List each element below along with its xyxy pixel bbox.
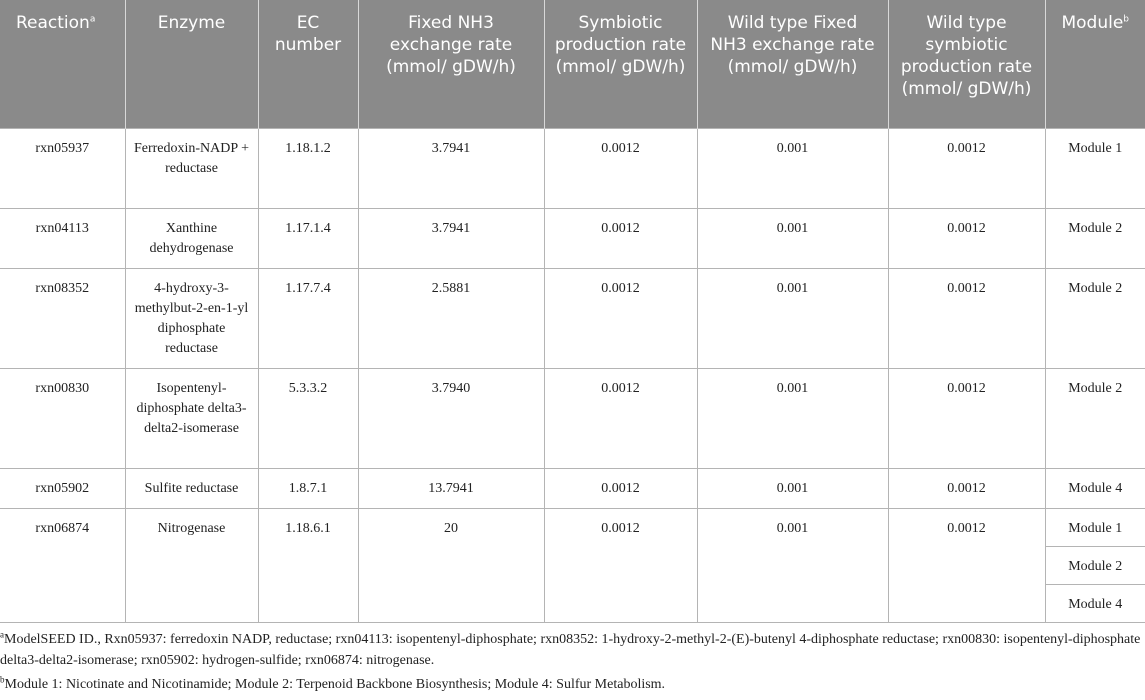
header-row: [0, 0, 1145, 128]
cell-enzyme: Nitrogenase: [125, 508, 258, 622]
cell-symbiotic: 0.0012: [544, 128, 697, 208]
cell-fixed: 13.7941: [358, 468, 544, 508]
cell-ec: 5.3.3.2: [258, 368, 358, 468]
cell-module: Module 2: [1045, 368, 1145, 468]
cell-reaction: rxn00830: [0, 368, 125, 468]
cell-module: Module 2: [1045, 208, 1145, 268]
cell-module: Module 1: [1045, 508, 1145, 546]
cell-symbiotic: 0.0012: [544, 268, 697, 368]
cell-reaction: rxn08352: [0, 268, 125, 368]
cell-symbiotic: 0.0012: [544, 208, 697, 268]
cell-enzyme: 4-hydroxy-3-methylbut-2-en-1-yl diphosphate reductase: [125, 268, 258, 368]
cell-module: Module 4: [1045, 468, 1145, 508]
cell-fixed: 20: [358, 508, 544, 622]
cell-reaction: rxn05937: [0, 128, 125, 208]
cell-reaction: rxn05902: [0, 468, 125, 508]
footnote-b: $^b$Module 1: Nicotinate and Nicotinamide; Module 2: Terpenoid Backbone Biosynthesis; Module 4: Sulfur Metabolism.: [0, 673, 666, 692]
cell-ec: 1.8.7.1: [258, 468, 358, 508]
cell-wt-fixed: 0.001: [697, 128, 888, 208]
cell-wt-symbiotic: 0.0012: [888, 128, 1045, 208]
cell-reaction: rxn04113: [0, 208, 125, 268]
cell-ec: 1.17.7.4: [258, 268, 358, 368]
cell-symbiotic: 0.0012: [544, 468, 697, 508]
cell-reaction: rxn06874: [0, 508, 125, 622]
header-wt-symbiotic: Wild type symbiotic production rate (mmol/ gDW/h): [888, 0, 1045, 128]
cell-wt-symbiotic: 0.0012: [888, 508, 1045, 622]
cell-fixed: 3.7941: [358, 208, 544, 268]
cell-wt-fixed: 0.001: [697, 268, 888, 368]
cell-fixed: 3.7940: [358, 368, 544, 468]
header-enzyme: Enzyme: [125, 0, 258, 128]
cell-module: Module 2: [1045, 268, 1145, 368]
cell-enzyme: Xanthine dehydrogenase: [125, 208, 258, 268]
cell-wt-fixed: 0.001: [697, 468, 888, 508]
cell-wt-symbiotic: 0.0012: [888, 368, 1045, 468]
table-row: [0, 468, 1145, 508]
cell-fixed: 3.7941: [358, 128, 544, 208]
table-row: [0, 128, 1145, 208]
cell-wt-symbiotic: 0.0012: [888, 208, 1045, 268]
cell-ec: 1.18.1.2: [258, 128, 358, 208]
header-ec-number: EC number: [258, 0, 358, 128]
header-symbiotic: Symbiotic production rate (mmol/ gDW/h): [544, 0, 697, 128]
cell-fixed: 2.5881: [358, 268, 544, 368]
header-module: Module$^b$: [1045, 0, 1145, 128]
header-reaction: Reaction$^a$: [0, 0, 125, 128]
table-row: [0, 268, 1145, 368]
table-row: [0, 368, 1145, 468]
cell-ec: 1.17.1.4: [258, 208, 358, 268]
cell-wt-symbiotic: 0.0012: [888, 468, 1045, 508]
cell-module: Module 1: [1045, 128, 1145, 208]
cell-enzyme: Isopentenyl-diphosphate delta3-delta2-isomerase: [125, 368, 258, 468]
table-row: [0, 508, 1145, 546]
cell-wt-symbiotic: 0.0012: [888, 268, 1045, 368]
cell-ec: 1.18.6.1: [258, 508, 358, 622]
table-row: [0, 208, 1145, 268]
header-wt-fixed: Wild type Fixed NH3 exchange rate (mmol/ gDW/h): [697, 0, 888, 128]
cell-symbiotic: 0.0012: [544, 508, 697, 622]
cell-module: Module 2: [1045, 546, 1145, 584]
cell-enzyme: Sulfite reductase: [125, 468, 258, 508]
footnote-a: $^a$ModelSEED ID., Rxn05937: ferredoxin NADP, reductase; rxn04113: isopentenyl-diphosphate; rxn08352: 1-hydroxy-2-methyl-2-(E)-butenyl 4-diphosphate reductase; rxn00830: isopentenyl-diphosphate delta3-delta2-isomerase; rxn05902: hydrogen-sulfide; rxn06874: nitrogenase.: [0, 628, 1141, 668]
cell-symbiotic: 0.0012: [544, 368, 697, 468]
footnotes: [0, 623, 1145, 695]
cell-wt-fixed: 0.001: [697, 208, 888, 268]
cell-module: Module 4: [1045, 584, 1145, 622]
cell-enzyme: Ferredoxin-NADP + reductase: [125, 128, 258, 208]
cell-wt-fixed: 0.001: [697, 368, 888, 468]
cell-wt-fixed: 0.001: [697, 508, 888, 622]
header-fixed-nh3: Fixed NH3 exchange rate (mmol/ gDW/h): [358, 0, 544, 128]
